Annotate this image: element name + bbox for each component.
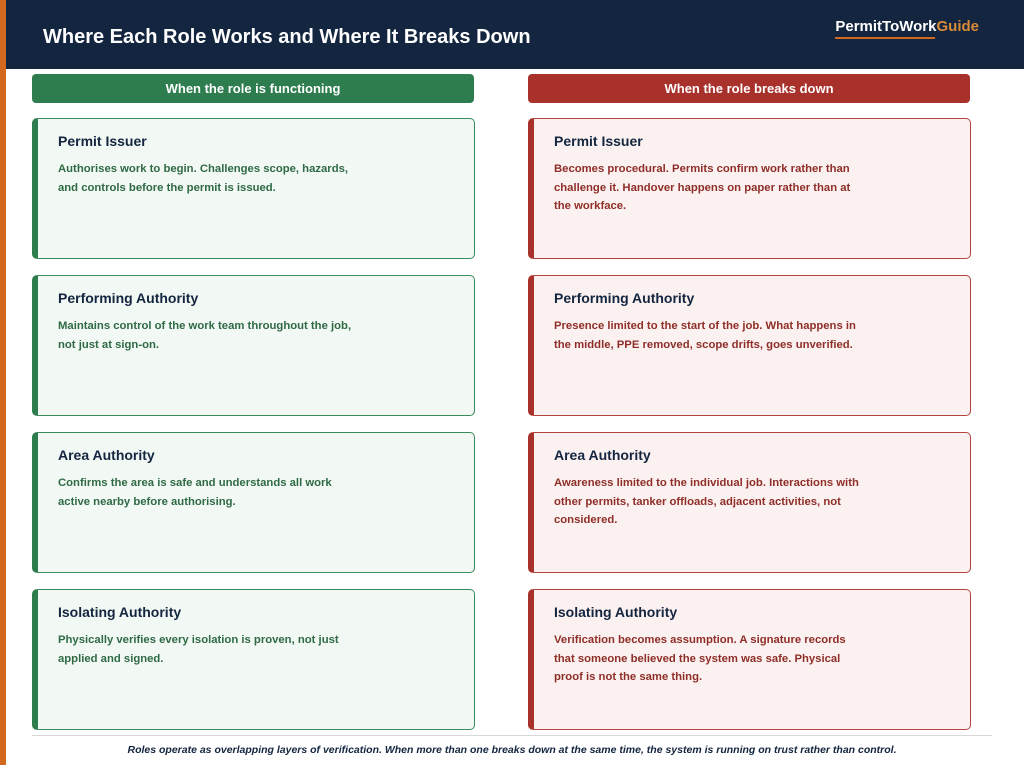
functioning-card-performing-authority: [32, 275, 475, 416]
brand-underline: [835, 37, 935, 39]
card-description: Confirms the area is safe and understands all work active nearby before authorising.: [58, 477, 332, 508]
brand-name-primary: PermitToWork: [835, 18, 937, 35]
page-header: [6, 0, 1024, 69]
brand-name-accent: Guide: [936, 18, 979, 35]
card-description: Becomes procedural. Permits confirm work rather than challenge it. Handover happens on paper rather than at the workface.: [554, 163, 851, 212]
card-title: Performing Authority: [58, 290, 199, 306]
card-description: Authorises work to begin. Challenges scope, hazards, and controls before the permit is issued.: [58, 163, 349, 194]
functioning-card-isolating-authority: [32, 589, 475, 730]
functioning-card-area-authority: [32, 432, 475, 573]
page-title: Where Each Role Works and Where It Breaks Down: [43, 26, 531, 48]
functioning-column-header: When the role is functioning: [32, 74, 474, 103]
footer-divider: [32, 735, 992, 736]
card-title: Permit Issuer: [554, 133, 643, 149]
card-description: Presence limited to the start of the job. What happens in the middle, PPE removed, scope drifts, goes unverified.: [554, 320, 856, 351]
card-title: Permit Issuer: [58, 133, 147, 149]
breakdown-card-isolating-authority: [528, 589, 971, 730]
card-title: Isolating Authority: [554, 604, 678, 620]
breakdown-card-performing-authority: [528, 275, 971, 416]
brand-logo[interactable]: [835, 18, 979, 39]
breakdown-column-header: When the role breaks down: [528, 74, 970, 103]
card-description: Awareness limited to the individual job. Interactions with other permits, tanker offloads, adjacent activities, not considered.: [554, 477, 859, 526]
breakdown-card-permit-issuer: [528, 118, 971, 259]
card-description: Maintains control of the work team throughout the job, not just at sign-on.: [58, 320, 352, 351]
left-accent-bar: [0, 0, 6, 765]
footer-note: Roles operate as overlapping layers of verification. When more than one breaks down at the same time, the system is running on trust rather than control.: [127, 744, 897, 756]
card-description: Verification becomes assumption. A signature records that someone believed the system was safe. Physical proof is not the same thing.: [554, 634, 846, 683]
card-title: Isolating Authority: [58, 604, 182, 620]
breakdown-card-area-authority: [528, 432, 971, 573]
card-description: Physically verifies every isolation is proven, not just applied and signed.: [58, 634, 339, 665]
card-title: Performing Authority: [554, 290, 695, 306]
card-title: Area Authority: [58, 447, 155, 463]
card-title: Area Authority: [554, 447, 651, 463]
functioning-card-permit-issuer: [32, 118, 475, 259]
